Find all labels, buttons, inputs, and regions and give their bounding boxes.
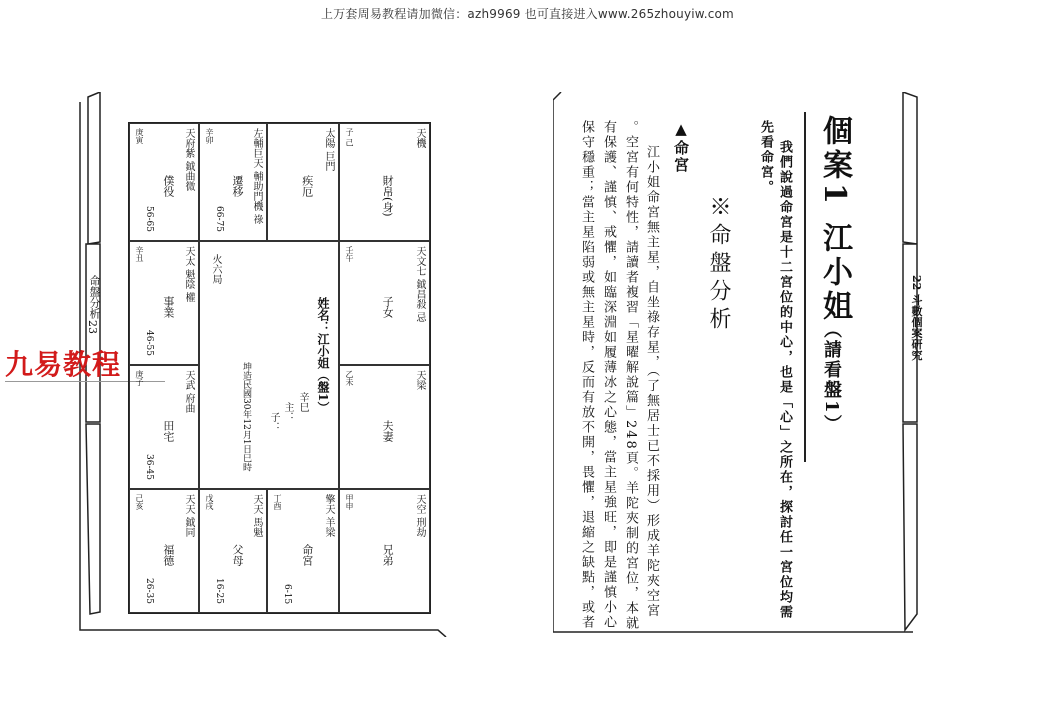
cell-stars: 左輔巨天 輔助門機 祿 bbox=[251, 128, 262, 225]
body-line: 有保護、謹慎、戒懼，如臨深淵如履薄冰之心態，當主星強旺，即是謹慎小心 bbox=[601, 120, 616, 630]
cell-stars: 天武 府曲 bbox=[183, 370, 194, 414]
cell-palace: 父母 bbox=[231, 543, 245, 566]
cell-age: 26-35 bbox=[144, 578, 154, 604]
cell-branch: 乙未 bbox=[345, 370, 354, 386]
cell-stars: 天太 魁陰 權 bbox=[183, 246, 194, 303]
cell-stars: 天天 馬魁 bbox=[251, 494, 262, 538]
cell-stars: 擎天 羊梁 bbox=[323, 494, 334, 538]
chart-cell bbox=[339, 123, 430, 241]
chart-master-label: 主： bbox=[282, 402, 293, 422]
chart-cell bbox=[129, 365, 199, 489]
cell-age: 46-55 bbox=[144, 330, 154, 356]
cell-age: 16-25 bbox=[214, 578, 224, 604]
case-subtitle: （請看盤1） bbox=[821, 320, 842, 435]
cell-palace: 疾厄 bbox=[300, 175, 314, 198]
cell-branch: 己亥 bbox=[135, 494, 144, 510]
cell-branch: 辛卯 bbox=[205, 128, 214, 144]
cell-palace: 事業 bbox=[161, 295, 175, 318]
left-running-head: 命盤分析 bbox=[88, 275, 101, 319]
chart-cell bbox=[129, 489, 199, 613]
cell-branch: 甲申 bbox=[345, 494, 354, 510]
cell-branch: 辛丑 bbox=[135, 246, 144, 262]
chart-birth-date: 坤造民國30年12月1日巳時 bbox=[241, 362, 251, 472]
body-line: 江小姐命宮無主星，自坐祿存星，（了無居士已不採用）形成羊陀夾空宮 bbox=[644, 145, 659, 619]
intro-line: 我們說過命宮是十二宮位的中心，也是「心」之所在，探討任一宮位均需 bbox=[777, 140, 792, 620]
cell-stars: 天機 bbox=[414, 128, 425, 148]
chart-center bbox=[199, 241, 339, 489]
chart-name-label: 姓名：江小姐（盤1） bbox=[316, 297, 330, 414]
cell-stars: 天府紫 鉞曲微 bbox=[183, 128, 194, 192]
chart-body-label: 子： bbox=[268, 412, 279, 432]
left-page-number: 23 bbox=[86, 320, 99, 334]
chart-cell bbox=[339, 241, 430, 365]
subsection-heading: ▲命宮 bbox=[672, 120, 690, 174]
cell-stars: 天梁 bbox=[414, 370, 425, 390]
chart-cell bbox=[267, 489, 339, 613]
chart-cell bbox=[267, 123, 339, 241]
cell-branch: 丁酉 bbox=[273, 494, 282, 510]
cell-palace: 子女 bbox=[381, 295, 395, 318]
section-heading: ※命盤分析 bbox=[706, 195, 731, 335]
body-line: 。空宮有何特性，請讀者複習「星曜解說篇」248頁。羊陀夾制的宮位，本就 bbox=[623, 120, 638, 631]
intro-line: 先看命宮。 bbox=[758, 120, 773, 195]
chart-cell bbox=[129, 123, 199, 241]
cell-branch: 戊戌 bbox=[205, 494, 214, 510]
cell-branch: 庚子 bbox=[135, 370, 144, 386]
cell-palace: 福德 bbox=[161, 543, 175, 566]
title-rule bbox=[804, 112, 806, 462]
watermark-logo: 九易教程 bbox=[5, 348, 122, 381]
cell-palace: 財帛(身) bbox=[381, 175, 395, 217]
cell-palace: 僕役 bbox=[161, 175, 175, 198]
cell-branch: 壬午 bbox=[345, 246, 354, 262]
chart-grid bbox=[128, 122, 431, 614]
cell-palace: 命宮 bbox=[300, 543, 314, 566]
cell-branch: 庚寅 bbox=[135, 128, 144, 144]
chart-cell bbox=[199, 489, 267, 613]
cell-palace: 兄弟 bbox=[381, 543, 395, 566]
cell-stars: 太陽 巨門 bbox=[323, 128, 334, 172]
chart-cell bbox=[129, 241, 199, 365]
chart-cell bbox=[339, 489, 430, 613]
cell-stars: 天空 刑劫 bbox=[414, 494, 425, 538]
cell-age: 6-15 bbox=[282, 583, 292, 604]
chart-bureau: 火六局 bbox=[210, 254, 221, 284]
cell-age: 66-75 bbox=[214, 206, 224, 232]
cell-stars: 天文七 鉞昌殺 忌 bbox=[414, 246, 425, 323]
cell-age: 36-45 bbox=[144, 454, 154, 480]
cell-palace: 遷移 bbox=[231, 175, 245, 198]
body-line: 保守穩重；當主星陷弱或無主星時，反而有放不開，畏懼，退縮之缺點，或者 bbox=[579, 120, 594, 630]
chart-cell bbox=[339, 365, 430, 489]
cell-branch: 子 己 bbox=[345, 128, 354, 147]
cell-palace: 田宅 bbox=[161, 419, 175, 442]
cell-stars: 天天 鉞同 bbox=[183, 494, 194, 538]
chart-cell bbox=[199, 123, 267, 241]
cell-age: 56-65 bbox=[144, 206, 154, 232]
right-running-head: 22 斗數個案研究 bbox=[910, 275, 923, 361]
case-title: 個案1 江小姐 bbox=[817, 115, 852, 325]
cell-palace: 夫妻 bbox=[381, 419, 395, 442]
top-banner: 上万套周易教程请加微信：azh9969 也可直接进入www.265zhouyiw.com bbox=[321, 7, 734, 21]
chart-year-stem: 辛巳 bbox=[297, 392, 308, 412]
